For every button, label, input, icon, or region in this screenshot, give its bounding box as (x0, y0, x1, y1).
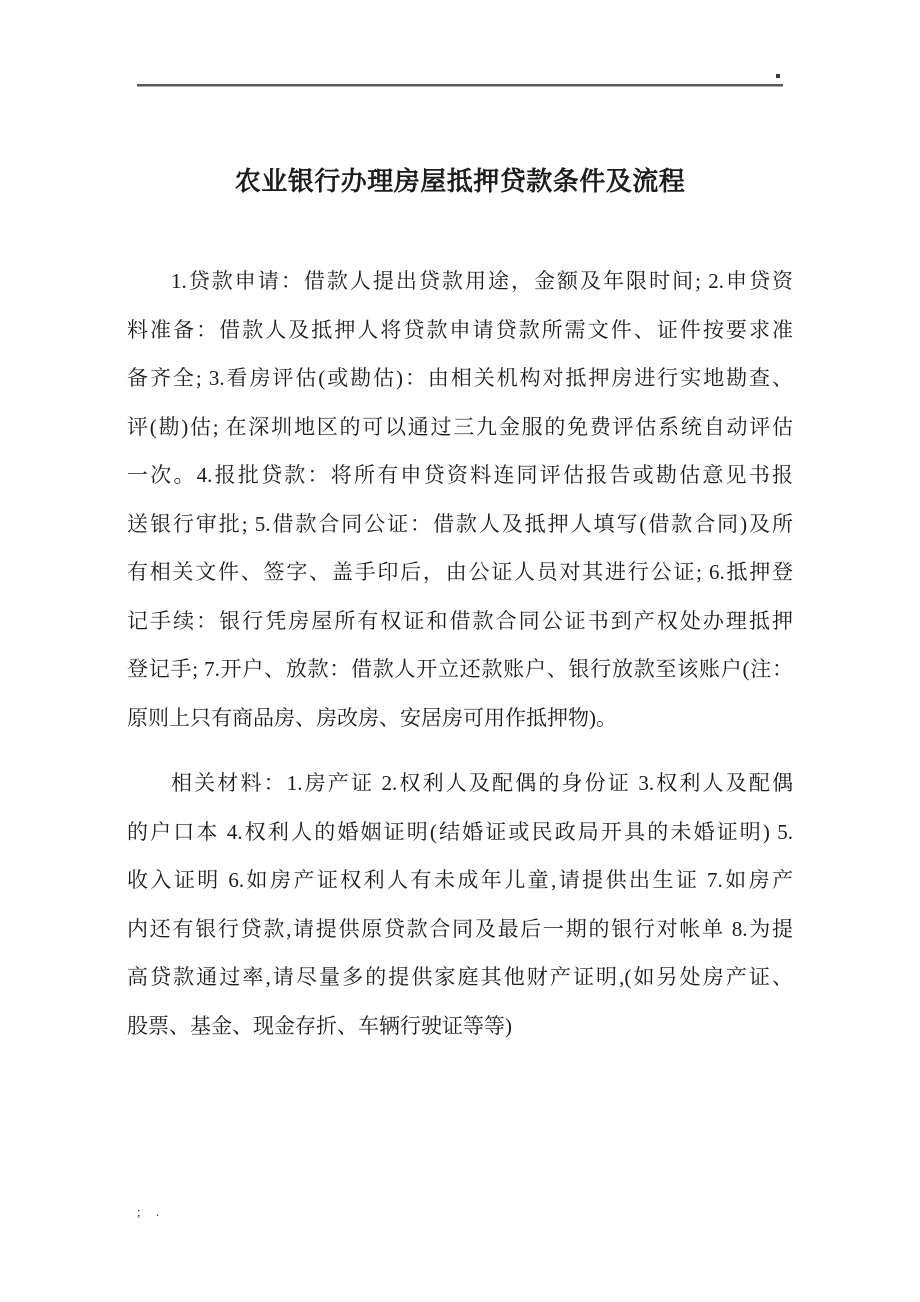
paragraph-related-materials (127, 759, 793, 1050)
paragraph-loan-process (127, 257, 793, 742)
text-line: 有相关文件、签字、盖手印后，由公证人员对其进行公证; 6.抵押登 (127, 560, 793, 584)
text-line: 内还有银行贷款,请提供原贷款合同及最后一期的银行对帐单 8.为提 (127, 916, 793, 941)
text-line: 收入证明 6.如房产证权利人有未成年儿童,请提供出生证 7.如房产 (127, 868, 793, 892)
text-line: 料准备：借款人及抵押人将贷款申请贷款所需文件、证件按要求准 (127, 317, 793, 342)
text-line: 登记手; 7.开户、放款：借款人开立还款账户、银行放款至该账户(注： (127, 657, 793, 681)
text-line: 记手续：银行凭房屋所有权证和借款合同公证书到产权处办理抵押 (127, 608, 793, 633)
text-line: 送银行审批; 5.借款合同公证：借款人及抵押人填写(借款合同)及所 (127, 511, 793, 536)
text-line: 评(勘)估; 在深圳地区的可以通过三九金服的免费评估系统自动评估 (127, 414, 793, 439)
document-content (127, 0, 793, 1050)
text-line: 1.贷款申请：借款人提出贷款用途，金额及年限时间; 2.申贷资 (171, 269, 793, 293)
text-line: 备齐全; 3.看房评估(或勘估)：由相关机构对抵押房进行实地勘查、 (127, 366, 793, 390)
text-line: 原则上只有商品房、房改房、安居房可用作抵押物)。 (127, 705, 617, 730)
text-line: 股票、基金、现金存折、车辆行驶证等等) (127, 1013, 512, 1038)
text-line: 高贷款通过率,请尽量多的提供家庭其他财产证明,(如另处房产证、 (127, 965, 793, 989)
text-line: 的户口本 4.权利人的婚姻证明(结婚证或民政局开具的未婚证明) 5. (127, 819, 793, 844)
footer-marks: ; . (137, 1204, 166, 1219)
page-title: 农业银行办理房屋抵押贷款条件及流程 (234, 167, 686, 196)
text-line: 一次。4.报批贷款：将所有申贷资料连同评估报告或勘估意见书报 (127, 463, 793, 487)
text-line: 相关材料：1.房产证 2.权利人及配偶的身份证 3.权利人及配偶 (171, 771, 793, 795)
